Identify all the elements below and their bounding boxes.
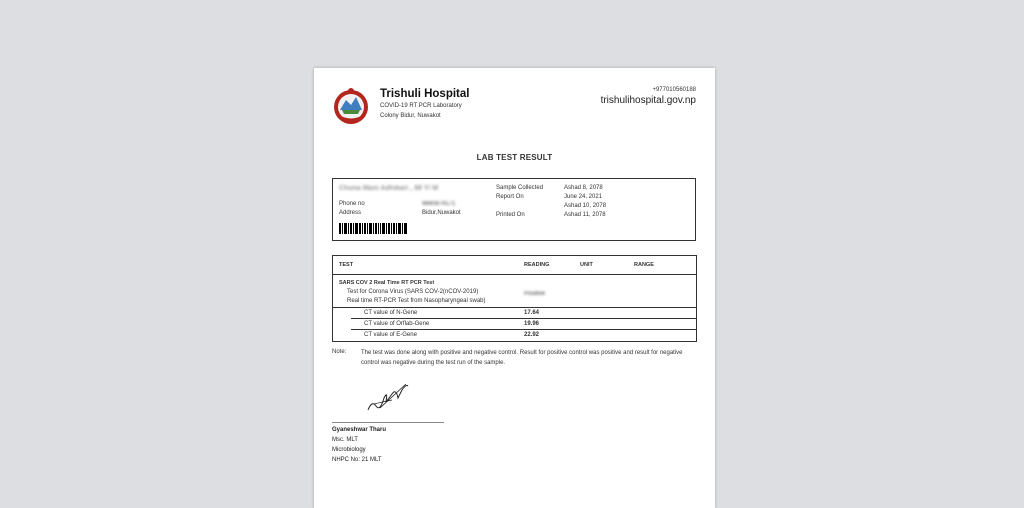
report-on-label: Report On [496, 194, 524, 200]
column-header-test: TEST [339, 262, 354, 268]
test-description-1: Test for Corona Virus (SARS COV-2(nCOV-2019) [347, 289, 479, 295]
test-description-2: Real time RT-PCR Test from Nasopharyngeal swab) [347, 298, 486, 304]
signer-name: Gyaneshwar Tharu [332, 427, 387, 433]
patient-name: Chuna Mani Adhikari , 88 Y/ M [339, 185, 439, 192]
signer-degree: Msc. MLT [332, 437, 358, 443]
column-header-unit: UNIT [580, 262, 593, 268]
sample-collected-label: Sample Collected [496, 185, 544, 191]
phone-label: Phone no [339, 201, 365, 207]
lab-name: COVID-19 RT PCR Laboratory [380, 103, 462, 109]
nepal-emblem-logo [332, 86, 370, 126]
row-divider [351, 329, 696, 330]
handwritten-signature [362, 380, 414, 416]
row-divider [333, 307, 696, 308]
signature-line [332, 422, 444, 423]
results-table [332, 255, 697, 342]
signer-registration: NHPC No: 21 MLT [332, 457, 382, 463]
barcode [339, 223, 407, 234]
ct-row-name: CT value of N-Gene [364, 310, 418, 316]
test-result-reading: Positive [524, 291, 546, 297]
address-label: Address [339, 210, 362, 216]
patient-info-box [332, 178, 696, 241]
note-text: The test was done along with positive and negative control. Result for positive control was positive and result for negative control was negative during the test run of the sample. [361, 350, 683, 366]
column-header-reading: READING [524, 262, 550, 268]
printed-on-label: Printed On [496, 212, 525, 218]
page-title: LAB TEST RESULT [476, 153, 553, 162]
hospital-address: Colony Bidur, Nuwakot [380, 113, 441, 119]
ct-row-name: CT value of Orflab-Gene [364, 321, 430, 327]
signer-department: Microbiology [332, 447, 366, 453]
ct-row-reading: 17.64 [524, 310, 540, 316]
hospital-phone: +977010560188 [652, 87, 696, 93]
ct-row-name: CT value of E-Gene [364, 332, 417, 338]
note-label: Note: [332, 349, 347, 355]
phone-value: 9840874171 [422, 201, 456, 207]
row-divider [351, 318, 696, 319]
report-on-value: June 24, 2021 [564, 194, 603, 200]
column-header-range: RANGE [634, 262, 654, 268]
address-value: Bidur,Nuwakot [422, 210, 461, 216]
test-group-title: SARS COV 2 Real Time RT PCR Test [339, 280, 435, 286]
hospital-name: Trishuli Hospital [380, 88, 470, 100]
ct-row-reading: 22.92 [524, 332, 540, 338]
report-page [314, 68, 715, 508]
hospital-website: trishulihospital.gov.np [600, 95, 696, 106]
report-on-nepali-value: Ashad 10, 2078 [564, 203, 607, 209]
sample-collected-value: Ashad 8, 2078 [564, 185, 603, 191]
header-divider [333, 274, 696, 275]
ct-row-reading: 19.96 [524, 321, 540, 327]
printed-on-value: Ashad 11, 2078 [564, 212, 606, 218]
